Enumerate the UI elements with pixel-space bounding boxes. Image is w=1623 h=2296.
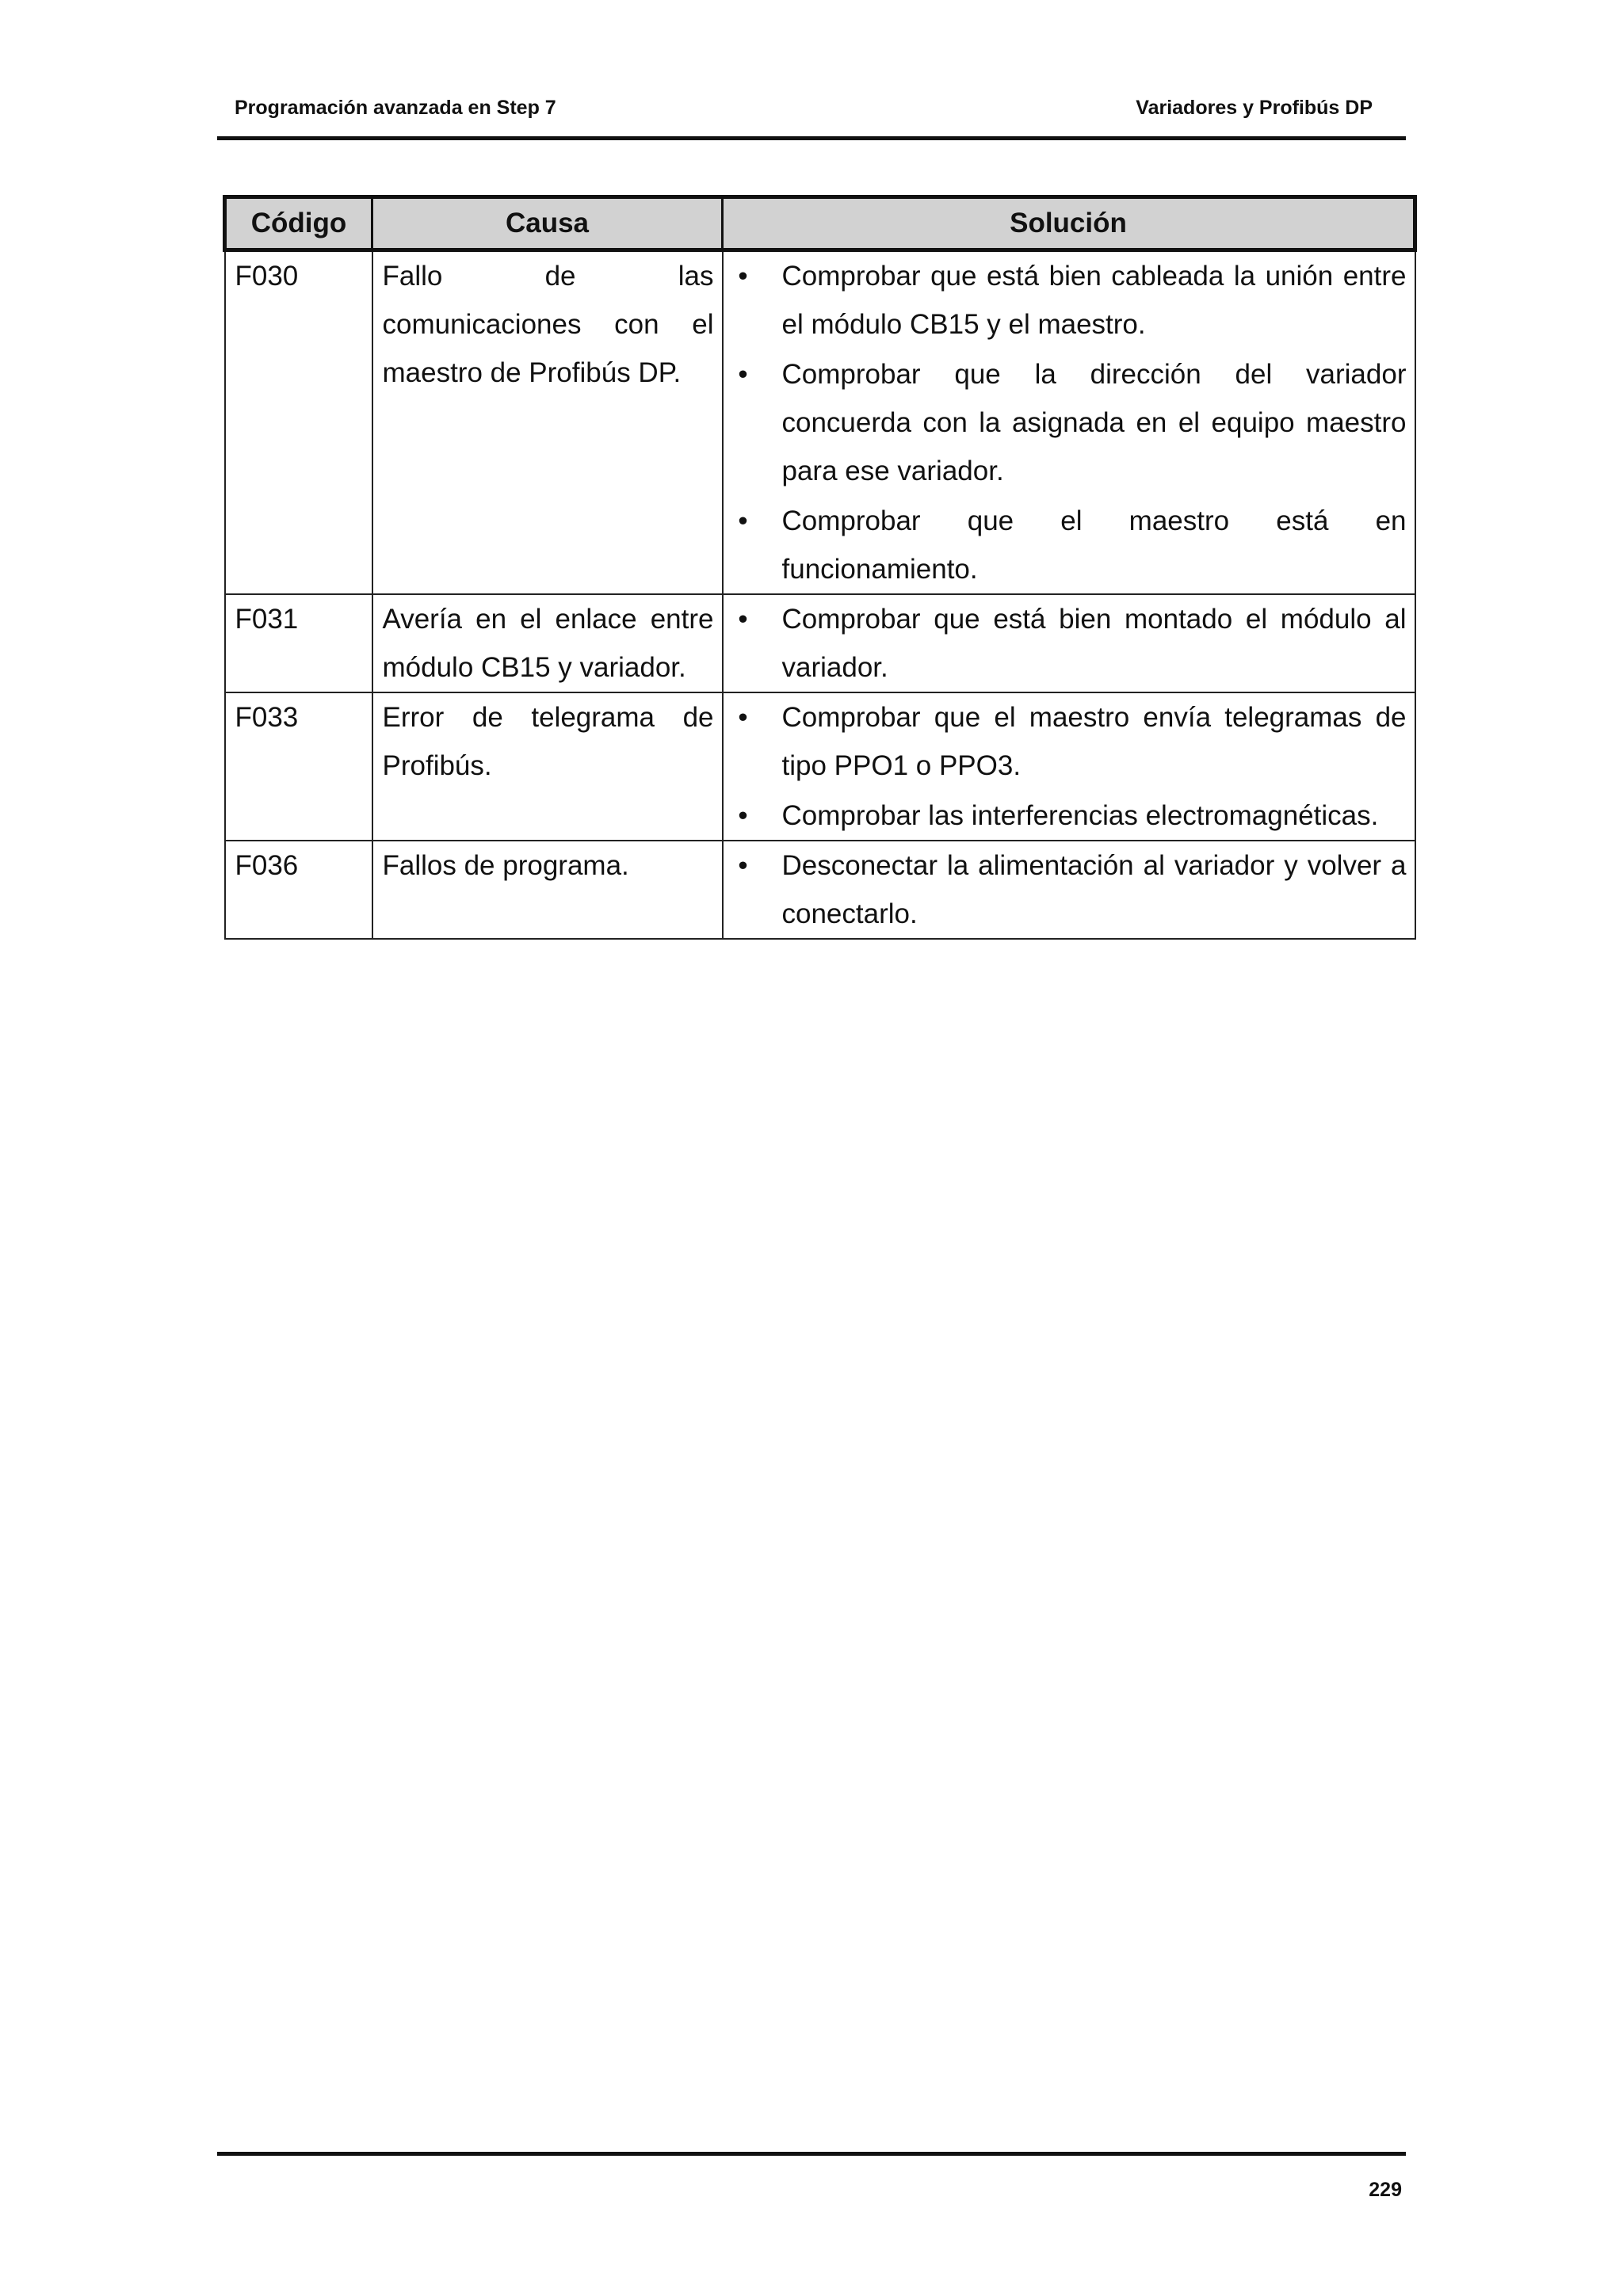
code-cell: F033 — [225, 692, 372, 841]
solution-cell — [723, 250, 1415, 595]
cause-cell: Error de telegrama de Profibús. — [372, 692, 723, 841]
solution-text: Comprobar que la dirección del variador concuerda con la asignada en el equipo maestro para ese variador. — [781, 359, 1407, 486]
bullet-icon: • — [738, 505, 748, 536]
solution-list — [724, 252, 1407, 593]
table-header-row — [225, 197, 1415, 250]
cause-cell: Fallo de las comunicaciones con el maestro de Profibús DP. — [372, 250, 723, 595]
code-cell: F030 — [225, 250, 372, 595]
header-rule — [217, 136, 1406, 140]
fault-codes-table — [223, 195, 1417, 940]
solution-text: Comprobar que el maestro envía telegramas de tipo PPO1 o PPO3. — [781, 702, 1407, 781]
solution-text: Comprobar las interferencias electromagnéticas. — [781, 800, 1379, 831]
solution-cell — [723, 841, 1415, 939]
code-cell: F031 — [225, 594, 372, 692]
solution-item — [724, 791, 1407, 840]
table-row — [225, 692, 1415, 841]
solution-text: Comprobar que el maestro está en funcionamiento. — [781, 505, 1407, 585]
bullet-icon: • — [738, 702, 748, 733]
header-right-title: Variadores y Profibús DP — [1136, 97, 1373, 119]
solution-item — [724, 252, 1407, 349]
solution-cell — [723, 594, 1415, 692]
solution-item — [724, 841, 1407, 938]
cause-cell: Fallos de programa. — [372, 841, 723, 939]
solution-text: Desconectar la alimentación al variador y volver a conectarlo. — [781, 850, 1407, 929]
bullet-icon: • — [738, 359, 748, 390]
solution-item — [724, 497, 1407, 593]
table-row — [225, 594, 1415, 692]
solution-item — [724, 595, 1407, 692]
column-header-cause: Causa — [372, 197, 723, 250]
footer-rule — [217, 2152, 1406, 2156]
solution-list — [724, 693, 1407, 840]
solution-text: Comprobar que está bien cableada la unión entre el módulo CB15 y el maestro. — [781, 261, 1407, 340]
bullet-icon: • — [738, 604, 748, 635]
solution-text: Comprobar que está bien montado el módulo al variador. — [781, 604, 1407, 683]
column-header-code: Código — [225, 197, 372, 250]
bullet-icon: • — [738, 800, 748, 831]
table-row — [225, 841, 1415, 939]
bullet-icon: • — [738, 261, 748, 292]
solution-cell — [723, 692, 1415, 841]
bullet-icon: • — [738, 850, 748, 881]
cause-cell: Avería en el enlace entre módulo CB15 y variador. — [372, 594, 723, 692]
solution-list — [724, 841, 1407, 938]
page-header — [219, 97, 1404, 128]
solution-list — [724, 595, 1407, 692]
table-row — [225, 250, 1415, 595]
column-header-solution: Solución — [723, 197, 1415, 250]
code-cell: F036 — [225, 841, 372, 939]
solution-item — [724, 693, 1407, 790]
solution-item — [724, 350, 1407, 495]
header-left-title: Programación avanzada en Step 7 — [235, 97, 556, 119]
page-number: 229 — [1369, 2179, 1402, 2201]
